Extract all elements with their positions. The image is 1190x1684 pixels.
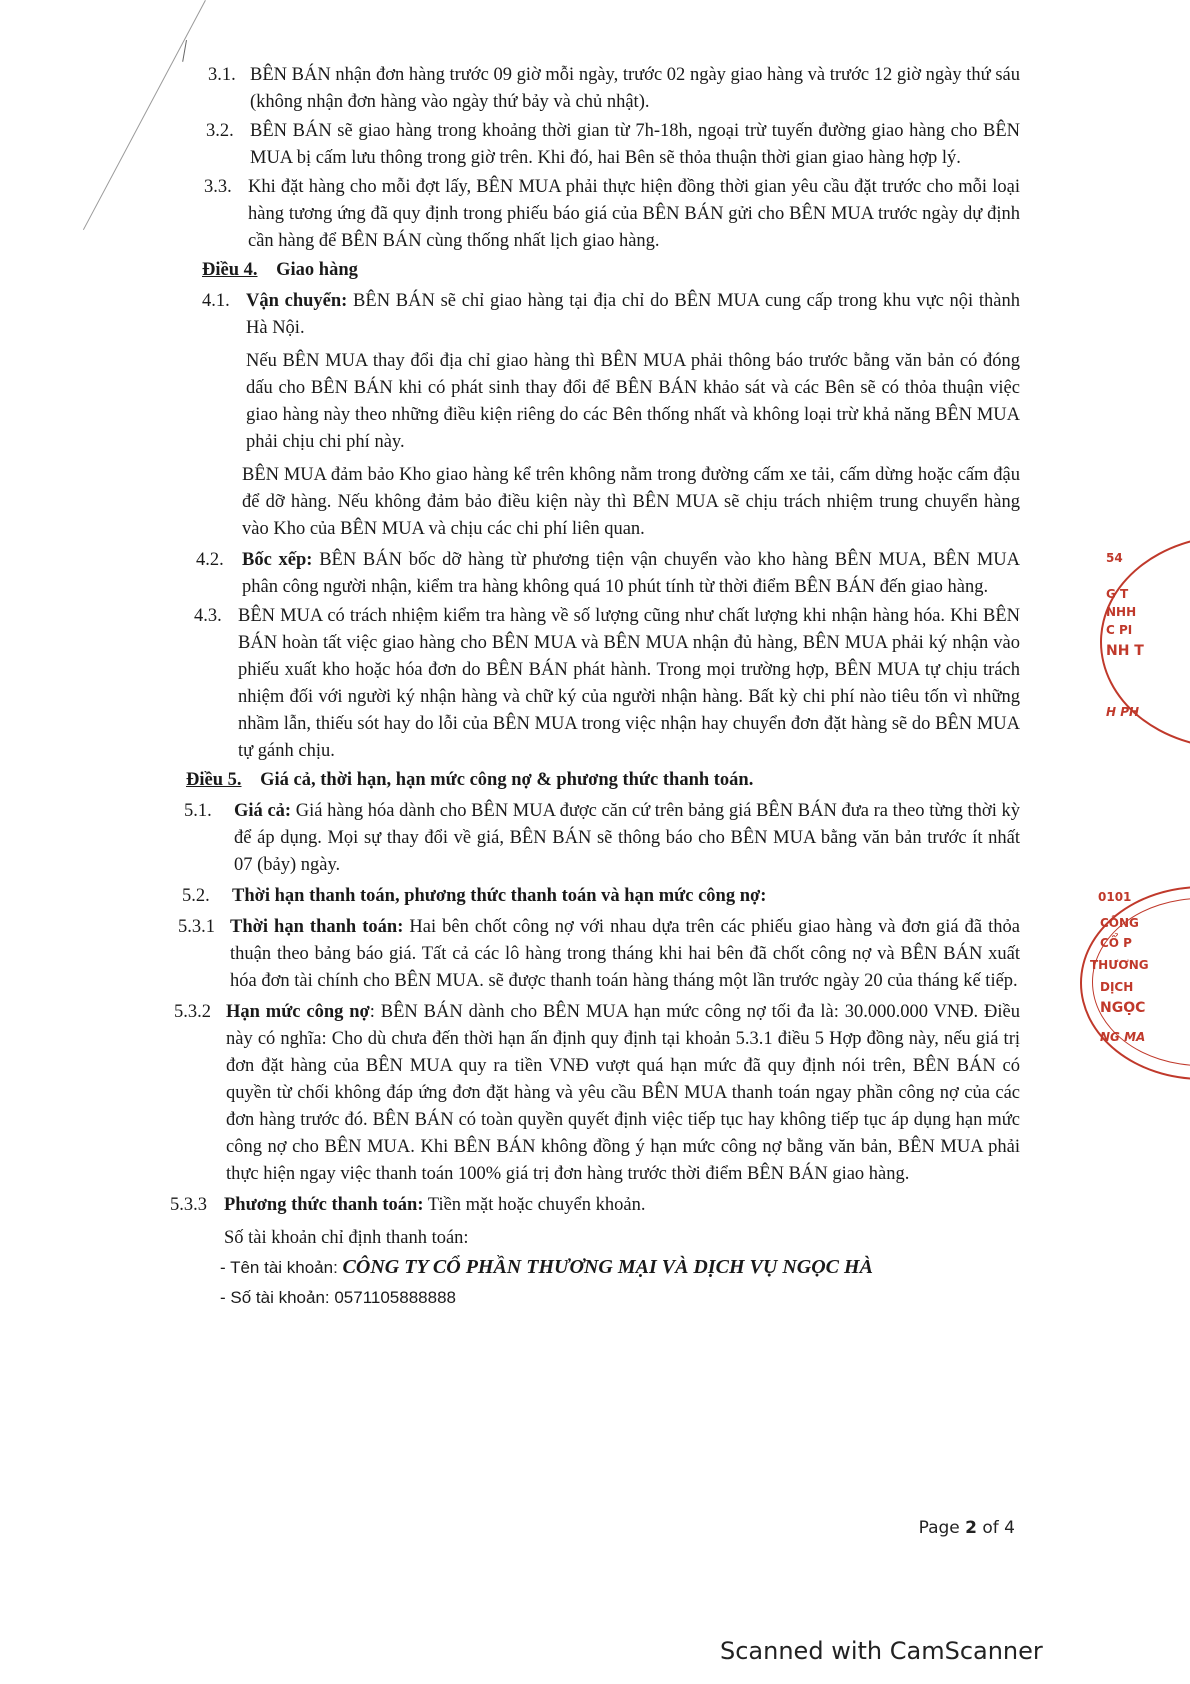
clause-5-3-3 xyxy=(170,1192,1020,1311)
clause-4-3 xyxy=(180,603,1020,765)
clause-label: Bốc xếp: xyxy=(242,550,313,570)
account-number: 0571105888888 xyxy=(334,1288,456,1307)
clause-text: BÊN BÁN sẽ giao hàng trong khoảng thời gian từ 7h-18h, ngoại trừ tuyến đường giao hàng cho BÊN MUA bị cấm lưu thông trong giờ trên. Khi đó, hai Bên sẽ thỏa thuận thời gian giao hàng hợp lý. xyxy=(250,121,1020,168)
clause-number: 4.2. xyxy=(196,550,224,570)
article-number: Điều 4. xyxy=(202,260,258,280)
clause-label: Thời hạn thanh toán, phương thức thanh toán và hạn mức công nợ: xyxy=(232,886,767,906)
clause-text xyxy=(242,547,1020,601)
account-name-label: - Tên tài khoản: xyxy=(220,1258,343,1277)
page-number xyxy=(919,1518,1015,1538)
account-number-label: - Số tài khoản: xyxy=(220,1288,335,1307)
clause-5-3-1 xyxy=(180,914,1020,995)
article-title: Giá cả, thời hạn, hạn mức công nợ & phương thức thanh toán. xyxy=(260,770,754,790)
clause-4-1 xyxy=(180,288,1020,543)
seal-text: C PI xyxy=(1106,623,1133,637)
seal-text: NG MA xyxy=(1100,1030,1146,1044)
seal-text: THƯƠNG xyxy=(1090,958,1149,972)
article-5-heading xyxy=(180,767,1020,794)
account-name: CÔNG TY CỔ PHẦN THƯƠNG MẠI VÀ DỊCH VỤ NGỌC HÀ xyxy=(342,1256,873,1278)
clause-number: 5.3.3 xyxy=(170,1195,207,1215)
clause-number: 5.2. xyxy=(182,886,210,906)
clause-3-2 xyxy=(180,118,1020,172)
clause-paragraph: Nếu BÊN MUA thay đổi địa chỉ giao hàng thì BÊN MUA phải thông báo trước bằng văn bản có đóng dấu cho BÊN BÁN khi có phát sinh thay đổi để BÊN BÁN khảo sát và các Bên sẽ có thỏa thuận việc giao hàng này theo những điều kiện riêng do các Bên thống nhất và không loại trừ khả năng BÊN MUA phải chịu chi phí này. xyxy=(246,351,1020,452)
clause-content: BÊN BÁN bốc dỡ hàng từ phương tiện vận chuyển vào kho hàng BÊN MUA, BÊN MUA phân công người nhận, kiểm tra hàng không quá 10 phút tính từ thời điểm BÊN BÁN đến giao hàng. xyxy=(242,550,1020,597)
clause-number: 5.3.2 xyxy=(174,1002,211,1022)
clause-content: BÊN BÁN sẽ chỉ giao hàng tại địa chỉ do BÊN MUA cung cấp trong khu vực nội thành Hà Nội. xyxy=(246,291,1020,338)
clause-number: 4.1. xyxy=(202,291,230,311)
clause-3-3 xyxy=(180,174,1020,255)
page-current: 2 xyxy=(965,1518,977,1538)
clause-paragraph: BÊN MUA đảm bảo Kho giao hàng kể trên không nằm trong đường cấm xe tải, cấm dừng hoặc cấm đậu để dỡ hàng. Nếu không đảm bảo điều kiện này thì BÊN MUA sẽ chịu trách nhiệm trung chuyển hàng vào Kho của BÊN MUA và chịu các chi phí liên quan. xyxy=(242,465,1020,539)
document-body xyxy=(170,62,1021,1313)
clause-label: Hạn mức công nợ xyxy=(226,1002,370,1022)
account-intro: Số tài khoản chỉ định thanh toán: xyxy=(224,1228,469,1248)
clause-content: Hai bên chốt công nợ với nhau dựa trên các phiếu giao hàng và đơn giá đã thỏa thuận theo bảng báo giá. Tất cả các lô hàng trong tháng khi hai bên đã chốt công nợ và BÊN BÁN xuất hóa đơn tài chính cho BÊN MUA. sẽ được thanh toán hàng tháng một lần trước ngày 20 của tháng kế tiếp. xyxy=(230,917,1020,991)
article-4-heading xyxy=(180,257,1020,284)
clause-text: Khi đặt hàng cho mỗi đợt lấy, BÊN MUA phải thực hiện đồng thời gian yêu cầu đặt trước cho mỗi loại hàng tương ứng đã quy định trong phiếu báo giá của BÊN BÁN gửi cho BÊN MUA trước ngày dự định cần hàng để BÊN BÁN cùng thống nhất lịch giao hàng. xyxy=(248,177,1020,251)
clause-content: : BÊN BÁN dành cho BÊN MUA hạn mức công nợ tối đa là: 30.000.000 VNĐ. Điều này có nghĩa: Cho dù chưa đến thời hạn ấn định quy định tại khoản 5.3.1 điều 5 Hợp đồng này, nếu giá trị đơn đặt hàng của BÊN MUA quy ra tiền VNĐ vượt quá hạn mức đã quy định nói trên, BÊN BÁN có quyền từ chối không đáp ứng đơn đặt hàng và yêu cầu BÊN MUA thanh toán ngay phần công nợ của các đơn hàng trước đó. BÊN BÁN có toàn quyền quyết định việc tiếp tục hay không tiếp tục áp dụng hạn mức công nợ cho BÊN MUA. Khi BÊN BÁN không đồng ý hạn mức công nợ bằng văn bản, BÊN MUA phải thực hiện ngay việc thanh toán 100% giá trị đơn hàng trước thời điểm BÊN BÁN giao hàng. xyxy=(226,1002,1021,1184)
clause-label: Vận chuyển: xyxy=(246,291,348,311)
clause-5-1 xyxy=(180,798,1020,879)
clause-number: 5.1. xyxy=(184,801,212,821)
seal-text: G T xyxy=(1106,587,1129,601)
camscanner-watermark: Scanned with CamScanner xyxy=(720,1637,1043,1665)
account-name-line xyxy=(220,1254,1020,1282)
seal-text: CỔ P xyxy=(1100,936,1132,950)
clause-number: 3.2. xyxy=(206,121,234,141)
clause-label: Thời hạn thanh toán: xyxy=(230,917,404,937)
seal-text: 54 xyxy=(1106,551,1123,565)
clause-4-2 xyxy=(180,547,1020,601)
seal-text: H PH xyxy=(1106,705,1140,719)
company-seal-partial-1 xyxy=(1100,535,1190,745)
page-suffix: of 4 xyxy=(976,1518,1015,1538)
seal-text: NH T xyxy=(1106,643,1144,659)
company-seal-partial-2 xyxy=(1078,880,1190,1080)
clause-content: Giá hàng hóa dành cho BÊN MUA được căn cứ trên bảng giá BÊN BÁN đưa ra theo từng thời kỳ để áp dụng. Mọi sự thay đổi về giá, BÊN BÁN sẽ thông báo cho BÊN MUA bằng văn bản trước ít nhất 07 (bảy) ngày. xyxy=(234,801,1020,875)
clause-text: BÊN BÁN nhận đơn hàng trước 09 giờ mỗi ngày, trước 02 ngày giao hàng và trước 12 giờ ngày thứ sáu (không nhận đơn hàng vào ngày thứ bảy và chủ nhật). xyxy=(250,65,1020,112)
clause-number: 3.3. xyxy=(204,177,232,197)
clause-number: 5.3.1 xyxy=(178,917,215,937)
clause-number: 3.1. xyxy=(208,65,236,85)
page-prefix: Page xyxy=(918,1518,966,1538)
seal-text: CÔNG xyxy=(1100,916,1139,930)
clause-number: 4.3. xyxy=(194,606,222,626)
seal-text: NGỌC xyxy=(1100,1000,1146,1016)
seal-text: 0101 xyxy=(1098,890,1132,904)
clause-label: Phương thức thanh toán: xyxy=(224,1195,424,1215)
article-number: Điều 5. xyxy=(186,770,242,790)
clause-5-2 xyxy=(180,883,1020,910)
clause-text xyxy=(234,798,1020,879)
clause-text xyxy=(226,999,1020,1188)
seal-text: NHH xyxy=(1106,605,1137,619)
clause-3-1 xyxy=(180,62,1020,116)
article-title: Giao hàng xyxy=(276,260,358,280)
clause-content: Tiền mặt hoặc chuyển khoản. xyxy=(423,1195,646,1215)
clause-text: BÊN MUA có trách nhiệm kiểm tra hàng về số lượng cũng như chất lượng khi nhận hàng hóa. Khi BÊN BÁN hoàn tất việc giao hàng cho BÊN MUA và BÊN MUA nhận đủ hàng, BÊN MUA phải ký nhận vào phiếu xuất kho hoặc hóa đơn do BÊN BÁN phát hành. Trong mọi trường hợp, BÊN MUA tự chịu trách nhiệm đối với người ký nhận hàng và chữ ký của người nhận hàng. Bất kỳ chi phí nào tiêu tốn vì những nhầm lẫn, thiếu sót hay do lỗi của BÊN MUA trong việc nhận hay chuyển đơn đặt hàng sẽ do BÊN MUA tự gánh chịu. xyxy=(238,606,1020,761)
clause-5-3-2 xyxy=(174,999,1021,1188)
clause-text xyxy=(246,288,1020,342)
clause-text xyxy=(230,914,1020,995)
clause-text xyxy=(224,1192,1020,1219)
seal-text: DỊCH xyxy=(1100,980,1134,994)
clause-label: Giá cả: xyxy=(234,801,292,821)
account-number-line xyxy=(220,1284,1020,1311)
clause-text xyxy=(232,883,1020,910)
